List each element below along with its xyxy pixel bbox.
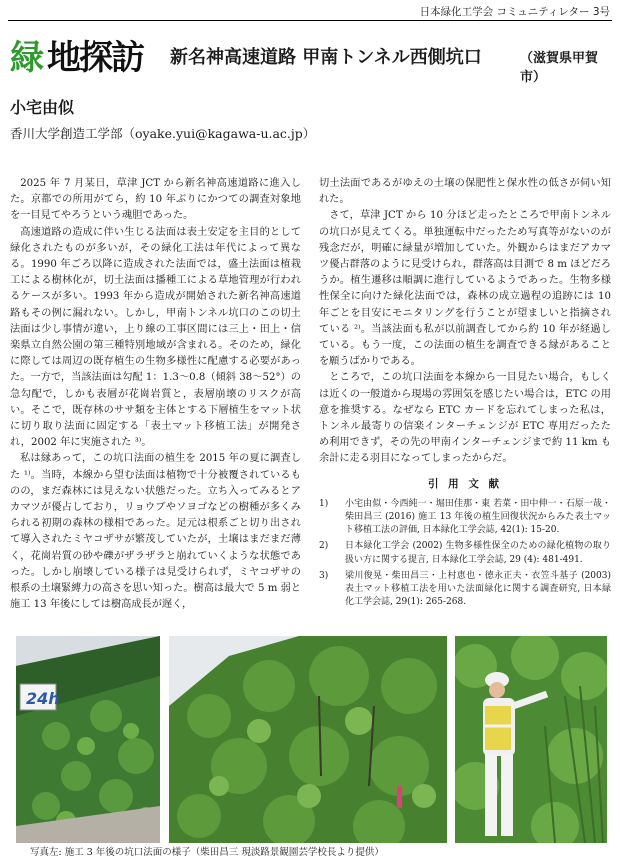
- article-title: 新名神高速道路 甲南トンネル西側坑口: [170, 47, 482, 68]
- reference-item: [319, 498, 611, 538]
- paragraph: 切土法面であるがゆえの土壌の保肥性と保水性の低さが伺い知れた。: [319, 178, 611, 206]
- header-text: 日本緑化工学会 コミュニティレター 3号: [419, 6, 610, 18]
- title-row: [10, 30, 610, 85]
- photo-forest-slope: [169, 636, 447, 843]
- author-name: 小宅由似: [10, 98, 75, 117]
- reference-text: 小宅由似・今西純一・堀田佳那・東 若菜・田中伸一・石原一哉・柴田昌三 (2016) 施工 13 年後の植生回復状況からみた表土マット移植工法の評価, 日本緑化工学会誌, 42(1): 15-20.: [345, 498, 611, 536]
- reference-number: 2): [319, 541, 329, 552]
- article-location: （滋賀県甲賀市）: [520, 51, 599, 85]
- author-affiliation: 香川大学創造工学部（oyake.yui@kagawa-u.ac.jp）: [10, 126, 316, 141]
- reference-item: [319, 540, 611, 566]
- paragraph: 高速道路の造成に伴い生じる法面は表土安定を主目的として緑化されたものが多いが，その緑化工法は年代によって異なる。1990 年ごろ以降に造成された法面では，盛土法面は植栽工による樹林化が，切土法面は播種工による草地管理が行われるケースが多い。1993 年から造成が開始された新名神高速道路もその例に漏れない。しかし，甲南トンネル坑口のこの切土法面は少し事情が違い，上り線の工事区間には三上・田上・信楽県立自然公園の第三種特別地域が含まれる。そのため，緑化に際しては周辺の既存植生の生物多様性に配慮する必要があった。一方で，当該法面は勾配 1：1.3～0.8（傾斜 38～52°）の急勾配で，しかも表層が花崗岩質と，表層崩壊のリスクが高い。そこで，既存林のササ類を主体とする下層植生をマット状に切り取り法面に固定する「表土マット移植工法」が開発され，2002 年に実施された ³⁾。: [10, 226, 301, 449]
- reference-number: 1): [319, 498, 329, 509]
- series-title: 地探訪: [47, 38, 143, 78]
- reference-text: 日本緑化工学会 (2002) 生物多様性保全のための緑化植物の取り扱い方に関する提言, 日本緑化工学会誌, 29 (4): 481-491.: [345, 541, 611, 565]
- body-column-left: [10, 176, 301, 613]
- paragraph: さて，草津 JCT から 10 分ほど走ったところで甲南トンネルの坑口が見えてくる。単独運転中だったため写真等がないのが残念だが，明確に緑量が増加していた。外観からはまだアカマツ優占群落のように見受けられ，群落高は目測で 8 m ほどだろうか。植生遷移は順調に進行しているようであった。生物多様性保全に向けた緑化法面では，森林の成立過程の追跡には 10 年ごとを目安にモニタリングを行うことが望ましいと指摘されている ²⁾。当該法面も私が以前調査してから約 10 年が経過している。もう一度，この法面の植生を調査できる縁があることを願うばかりである。: [319, 210, 611, 368]
- paragraph: 2025 年 7 月某日，草津 JCT から新名神高速道路に進入した。京都での所用がてら，約 10 年ぶりにかつての調査対象地を一目見てやろうという魂胆であった。: [10, 178, 301, 222]
- paragraph: ところで，この坑口法面を本線から一目見たい場合，もしくは近くの一般道から現場の雰囲気を感じたい場合は，ETC の用意を推奨する。なぜなら ETC カードを忘れてしまった私は，トンネル最寄りの信楽インターチェンジが ETC 専用だったため利用できず，その先の甲南インターチェンジまで約 11 km も余計に走る羽目になってしまったからだ。: [319, 372, 611, 465]
- photo-caption: 写真左: 施工 3 年後の坑口法面の様子（柴田昌三 現淡路景観園芸学校長より提供）: [30, 847, 384, 858]
- references-heading: 引 用 文 献: [428, 477, 502, 490]
- reference-item: [319, 570, 611, 610]
- reference-text: 梁川俊晃・柴田昌三・上村恵也・徳永正夫・衣笠斗基子 (2003) 表土マット移植工法を用いた法面緑化に関する調査研究, 日本緑化工学会誌, 29(1): 265-268.: [345, 570, 611, 608]
- photo-field-survey: [455, 636, 607, 843]
- sign-text: 24h: [26, 689, 60, 708]
- body-column-right: [319, 176, 611, 612]
- page-header: [0, 0, 620, 22]
- reference-number: 3): [319, 570, 329, 581]
- paragraph: 私は縁あって，この坑口法面の植生を 2015 年の夏に調査した ¹⁾。当時，本線から望む法面は植物で十分被覆されているものの，まだ森林には見えない状態だった。立ち入ってみるとアカマツが優占しており，リョウブやソヨゴなどの樹種が多くみられる初期の森林の様相であった。足元は根系ごと切り出されて導入されたミヤコザサが繁茂していたが，土壌はまだまだ薄く，花崗岩質の砂や礫がザラザラと崩れていくような状態であった。しかし崩壊している様子は見受けられず，ミヤコザサの根系の土壌緊縛力の高さを思い知った。樹高は最大で 5 m 弱と施工 13 年後にしては樹高成長が遅く，: [10, 453, 301, 611]
- series-title-accent: 緑: [10, 38, 42, 78]
- header-rule: [8, 20, 612, 21]
- photo-slope-2005: [16, 636, 160, 843]
